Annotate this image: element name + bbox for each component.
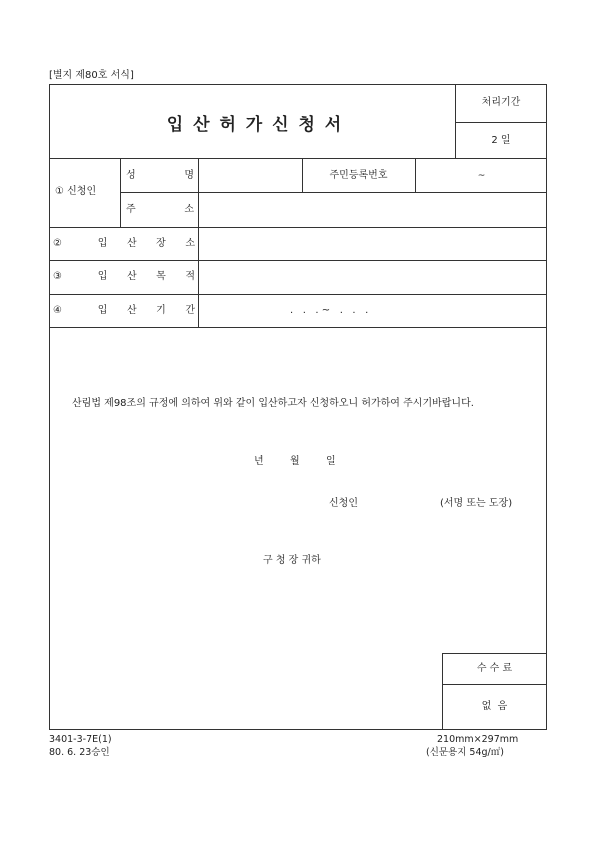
rrn-field[interactable]: ~ xyxy=(477,171,486,181)
footer-code: 3401-3-7E(1) xyxy=(49,734,112,745)
name-label: 성 명 xyxy=(126,170,194,181)
form-title: 입 산 허 가 신 청 서 xyxy=(166,115,344,135)
name-field[interactable] xyxy=(199,159,301,191)
entry-place-label: ② 입 산 장 소 xyxy=(53,238,195,249)
applicant-label xyxy=(55,186,96,198)
entry-period-field[interactable]: . . . ~ . . . xyxy=(290,305,369,316)
address-label: 주 소 xyxy=(126,204,194,215)
body-statement: 산림법 제98조의 규정에 의하여 위와 같이 입산하고자 신청하오니 허가하여 주시기바랍니다. xyxy=(72,398,474,409)
applicant-label-text: ① 신청인 xyxy=(55,186,97,197)
entry-purpose-field[interactable] xyxy=(199,261,546,293)
footer-paper: (신문용지 54g/㎡) xyxy=(426,747,504,758)
fee-label: 수 수 료 xyxy=(476,663,513,674)
fee-value: 없 음 xyxy=(481,701,508,712)
date-line: 년 월 일 xyxy=(254,456,336,467)
addressee: 구 청 장 귀하 xyxy=(263,555,321,566)
entry-purpose-label: ③ 입 산 목 적 xyxy=(53,271,195,282)
processing-period-value: 2 일 xyxy=(491,135,511,146)
footer-approval: 80. 6. 23승인 xyxy=(49,747,110,758)
footer-size: 210mm×297mm xyxy=(437,734,519,745)
rrn-label: 주민등록번호 xyxy=(329,170,388,181)
entry-place-field[interactable] xyxy=(199,228,546,259)
form-tag: [별지 제80호 서식] xyxy=(49,70,134,81)
sign-note: (서명 또는 도장) xyxy=(440,498,513,509)
applicant-sign-label: 신청인 xyxy=(329,498,358,509)
entry-period-label: ④ 입 산 기 간 xyxy=(53,305,195,316)
processing-period-label: 처리기간 xyxy=(481,97,521,108)
address-field[interactable] xyxy=(199,193,546,226)
